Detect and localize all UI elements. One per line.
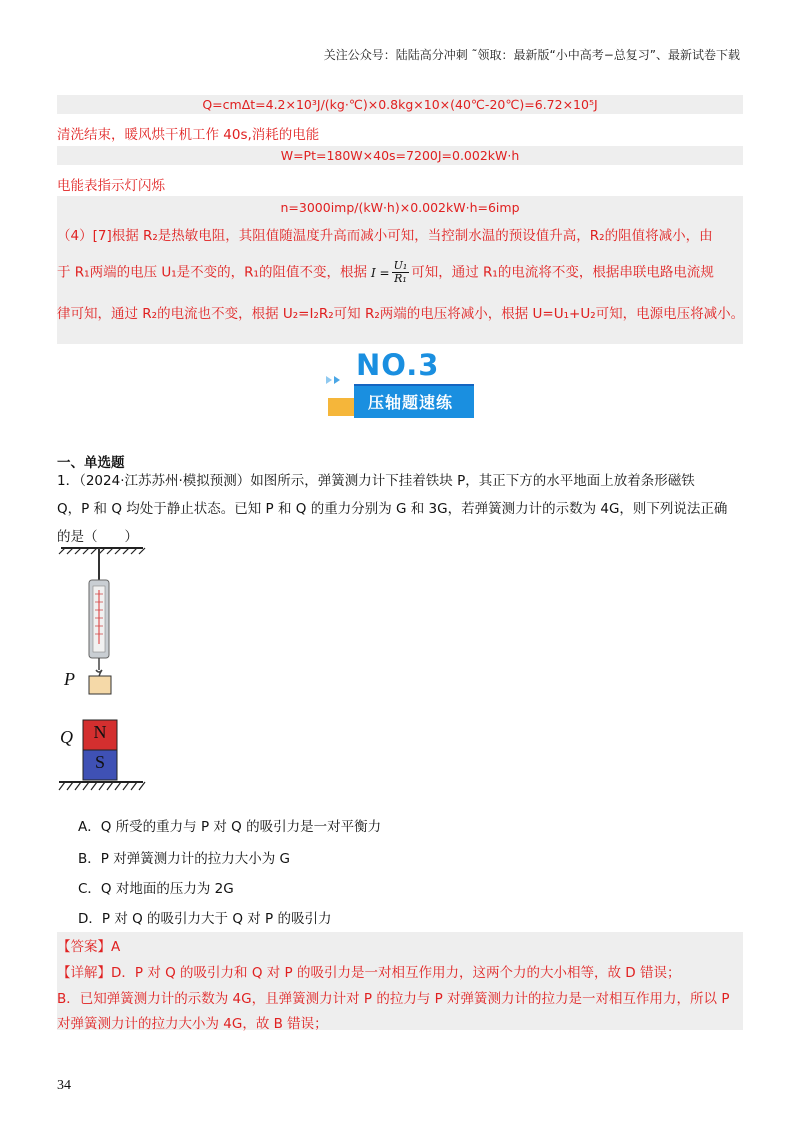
logo-title: 压轴题速练 bbox=[368, 393, 454, 412]
block-p bbox=[89, 676, 111, 694]
explanation-line-1: （4）[7]根据 R₂是热敏电阻，其阻值随温度升高而减小可知，当控制水温的预设值升高，R₂的阻值将减小，由 bbox=[57, 228, 713, 244]
section-heading: 一、单选题 bbox=[57, 455, 125, 471]
text-line: 清洗结束，暖风烘干机工作 40s,消耗的电能 bbox=[57, 127, 320, 143]
option-a[interactable]: A．Q 所受的重力与 P 对 Q 的吸引力是一对平衡力 bbox=[78, 819, 382, 835]
pole-s: S bbox=[94, 752, 105, 772]
arrow-icon bbox=[334, 376, 340, 384]
formula-lhs: I = bbox=[370, 265, 390, 280]
answer-detail-3: 对弹簧测力计的拉力大小为 4G，故 B 错误； bbox=[57, 1016, 328, 1032]
answer-detail-1: 【详解】D．P 对 Q 的吸引力和 Q 对 P 的吸引力是一对相互作用力，这两个力的大小相等，故 D 错误； bbox=[57, 965, 681, 981]
answer-detail-2: B．已知弹簧测力计的示数为 4G，且弹簧测力计对 P 的拉力与 P 对弹簧测力计的拉力是一对相互作用力，所以 P bbox=[57, 991, 730, 1007]
section-logo bbox=[326, 350, 476, 422]
question-line-2: Q，P 和 Q 均处于静止状态。已知 P 和 Q 的重力分别为 G 和 3G，若弹簧测力计的示数为 4G，则下列说法正确 bbox=[57, 501, 728, 517]
option-b[interactable]: B．P 对弹簧测力计的拉力大小为 G bbox=[78, 851, 290, 867]
equation-flash: n=3000imp/(kW·h)×0.002kW·h=6imp bbox=[280, 200, 520, 215]
question-line-1: 1．（2024·江苏苏州·模拟预测）如图所示，弹簧测力计下挂着铁块 P，其正下方的水平地面上放着条形磁铁 bbox=[57, 473, 695, 489]
equation-heat: Q=cmΔt=4.2×10³J/(kg·℃)×0.8kg×10×(40℃-20℃)=6.72×10⁵J bbox=[202, 97, 598, 112]
label-q: Q bbox=[60, 727, 73, 747]
page-header: 关注公众号：陆陆高分冲刺 ˜领取：最新版“小中高考−总复习”、最新试卷下载 bbox=[323, 48, 740, 62]
label-p: P bbox=[64, 669, 75, 689]
option-d[interactable]: D．P 对 Q 的吸引力大于 Q 对 P 的吸引力 bbox=[78, 911, 332, 927]
explanation-line-3: 律可知，通过 R₂的电流也不变，根据 U₂=I₂R₂可知 R₂两端的电压将减小，根据 U=U₁+U₂可知，电源电压将减小。 bbox=[57, 306, 745, 322]
ceiling-hatch bbox=[59, 548, 145, 554]
spring-scale bbox=[89, 580, 109, 678]
formula-fraction: $\frac{\text{U₁}}{\text{R₁}}$ bbox=[393, 259, 408, 285]
question-line-3: 的是（ ） bbox=[57, 529, 138, 545]
answer-label: 【答案】A bbox=[57, 939, 121, 955]
pole-n: N bbox=[93, 722, 107, 742]
equation-energy: W=Pt=180W×40s=7200J=0.002kW·h bbox=[280, 148, 520, 163]
page-number: 34 bbox=[57, 1078, 71, 1093]
logo-number: NO.3 bbox=[356, 348, 440, 382]
ground-hatch bbox=[59, 782, 145, 790]
logo-accent bbox=[328, 398, 354, 416]
text-line: 电能表指示灯闪烁 bbox=[57, 178, 165, 194]
arrow-icon bbox=[326, 376, 332, 384]
explanation-line-2: 于 R₁两端的电压 U₁是不变的，R₁的阻值不变，根据 I = $\frac{\text{U₁}}{\text{R₁}}$ 可知，通过 R₁的电流将不变，根据串联电路电流规 bbox=[57, 259, 714, 285]
option-c[interactable]: C．Q 对地面的压力为 2G bbox=[78, 881, 234, 897]
